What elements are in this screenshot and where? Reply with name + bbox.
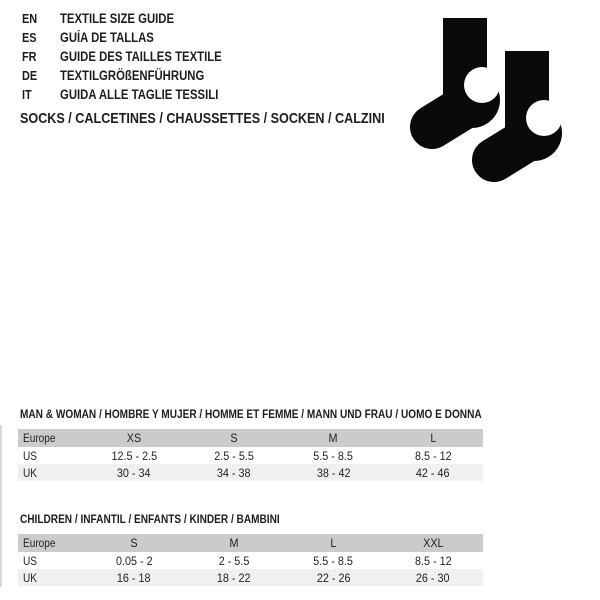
language-code: FR — [22, 49, 37, 64]
language-row — [22, 28, 253, 47]
row-label: UK — [23, 465, 38, 480]
column-header: L — [430, 431, 437, 445]
sock-shape — [494, 51, 562, 161]
language-row — [22, 66, 253, 85]
size-table-adults — [18, 429, 483, 481]
table-row — [18, 569, 483, 586]
language-code: ES — [22, 30, 37, 45]
left-edge-artifact — [0, 425, 2, 587]
children-table-title: CHILDREN / INFANTIL / ENFANTS / KINDER / BAMBINI — [20, 512, 280, 526]
size-cell: 0.05 - 2 — [115, 553, 153, 568]
size-cell: 26 - 30 — [416, 570, 450, 585]
column-header: M — [328, 431, 338, 445]
column-header: Europe — [23, 431, 56, 445]
size-cell: 16 - 18 — [117, 570, 151, 585]
column-header: S — [230, 431, 238, 445]
size-cell: 8.5 - 12 — [414, 448, 452, 463]
column-header: L — [330, 536, 337, 550]
size-cell: 2 - 5.5 — [218, 553, 249, 568]
adults-table-title: MAN & WOMAN / HOMBRE Y MUJER / HOMME ET FEMME / MANN UND FRAU / UOMO E DONNA — [20, 407, 482, 421]
size-cell: 8.5 - 12 — [414, 553, 452, 568]
socks-icon — [400, 0, 600, 195]
size-cell: 12.5 - 2.5 — [111, 448, 157, 463]
language-row — [22, 85, 253, 104]
table-row — [18, 552, 483, 569]
size-cell: 5.5 - 8.5 — [313, 448, 354, 463]
row-label: UK — [23, 570, 38, 585]
column-header: M — [229, 536, 239, 550]
language-row — [22, 9, 253, 28]
row-label: US — [23, 448, 38, 463]
row-label: US — [23, 553, 38, 568]
size-cell: 38 - 42 — [316, 465, 351, 480]
language-label: GUIDE DES TAILLES TEXTILE — [60, 49, 222, 64]
language-code: IT — [22, 87, 32, 102]
language-row — [22, 47, 253, 66]
language-label: TEXTILE SIZE GUIDE — [60, 11, 175, 26]
size-cell: 2.5 - 5.5 — [213, 448, 254, 463]
language-code: DE — [22, 68, 38, 83]
product-line-title: SOCKS / CALCETINES / CHAUSSETTES / SOCKEN / CALZINI — [20, 110, 385, 127]
table-row — [18, 464, 483, 481]
table-row — [18, 447, 483, 464]
size-cell: 18 - 22 — [216, 570, 251, 585]
size-cell: 30 - 34 — [117, 465, 151, 480]
column-header: Europe — [23, 536, 56, 550]
table-header-row — [18, 429, 483, 447]
size-cell: 5.5 - 8.5 — [313, 553, 354, 568]
size-cell: 42 - 46 — [416, 465, 450, 480]
size-cell: 34 - 38 — [216, 465, 251, 480]
language-code: EN — [22, 11, 38, 26]
size-table-children — [18, 534, 483, 586]
size-cell: 22 - 26 — [316, 570, 351, 585]
language-list — [22, 9, 253, 104]
column-header: S — [130, 536, 138, 550]
language-label: TEXTILGRÖßENFÜHRUNG — [60, 68, 205, 83]
column-header: XXL — [422, 536, 444, 550]
table-header-row — [18, 534, 483, 552]
column-header: XS — [126, 431, 142, 445]
language-label: GUIDA ALLE TAGLIE TESSILI — [60, 87, 219, 102]
sock-shape — [432, 18, 500, 128]
language-label: GUÍA DE TALLAS — [60, 30, 154, 45]
